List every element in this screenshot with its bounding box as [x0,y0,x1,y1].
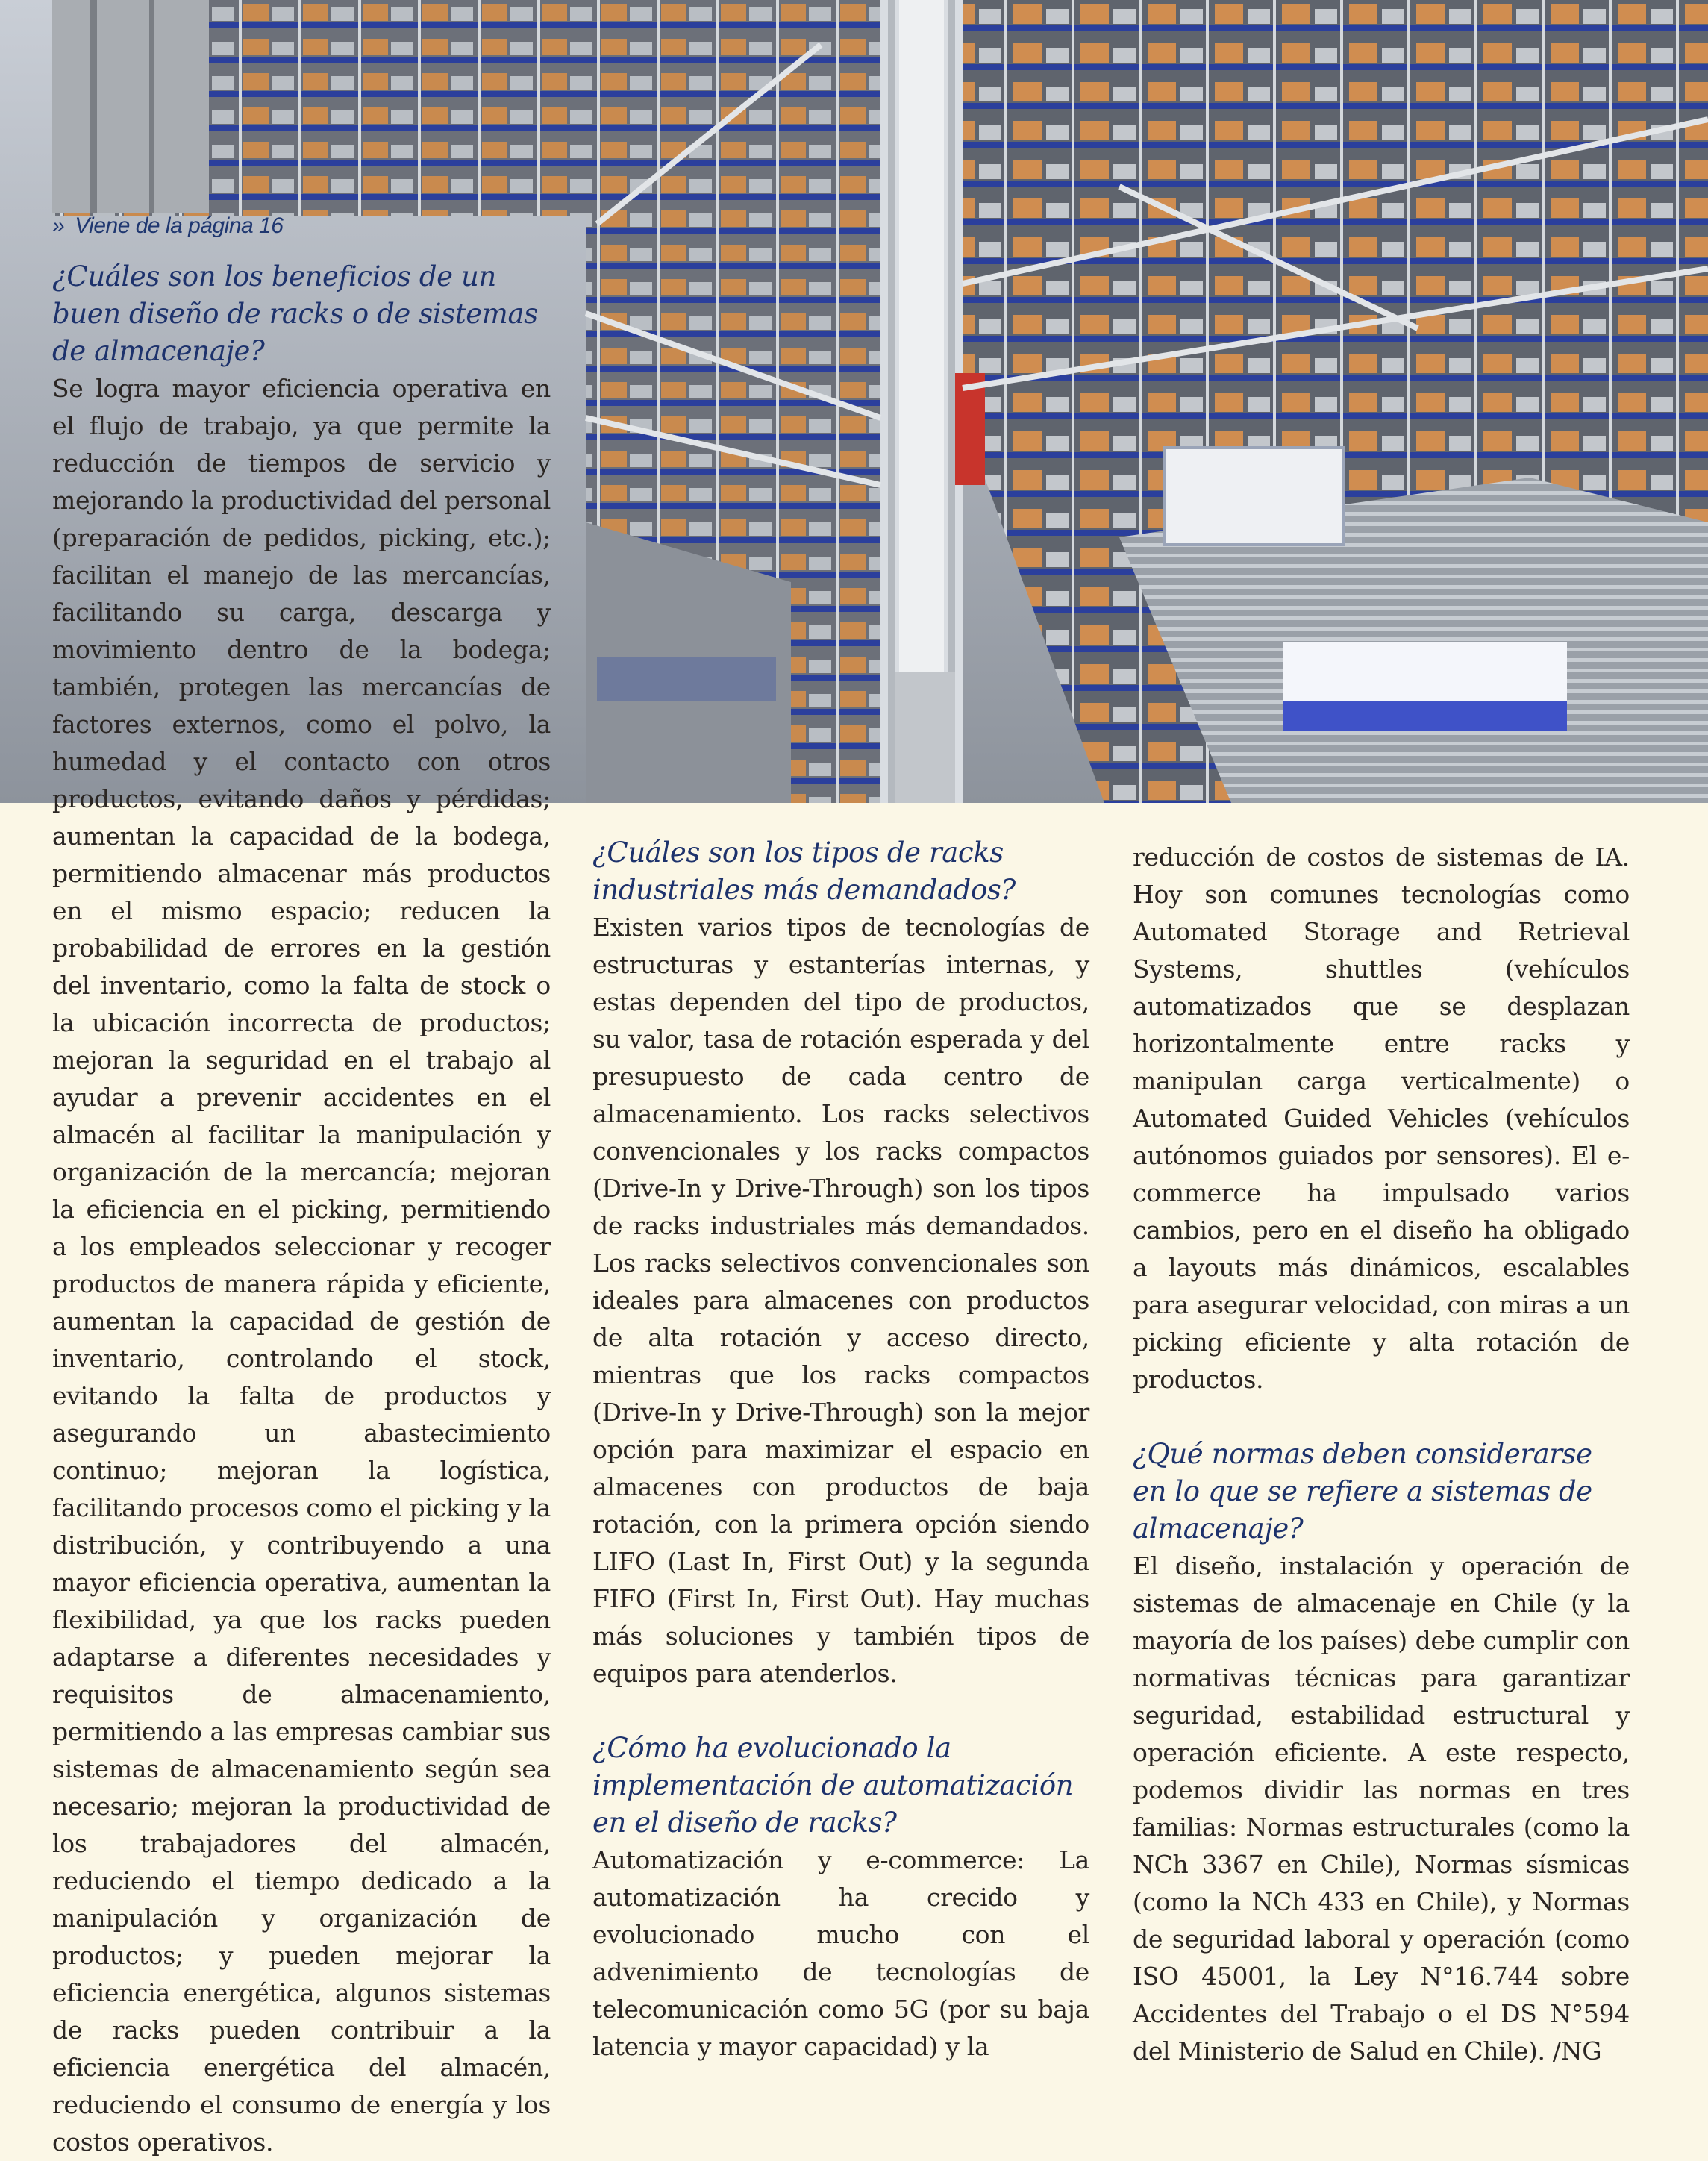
question-heading-rack-types: ¿Cuáles son los tipos de racks industriales más demandados? [592,836,1016,906]
question-heading-standards: ¿Qué normas deben considerarse en lo que se refiere a sistemas de almacenaje? [1133,1438,1592,1545]
answer-text-automation-continued: reducción de costos de sistemas de IA. Hoy son comunes tecnologías como Automated Storage and Retrieval Systems, shuttles (vehículos automatizados que se desplazan horizontalmente entre racks y manipulan carga verticalmente) o Automated Guided Vehicles (vehículos autónomos guiados por sensores). El e-commerce ha impulsado varios cambios, pero en el diseño ha obligado a layouts más dinámicos, escalables para asegurar velocidad, con miras a un picking eficiente y alta rotación de productos. [1133,842,1630,1394]
answer-text-automation: Automatización y e-commerce: La automatización ha crecido y evolucionado mucho con el advenimiento de tecnologías de telecomunicación como 5G (por su baja latencia y mayor capacidad) y la [592,1845,1089,2061]
column-2 [592,834,1089,2065]
continued-from-note: » Viene de la página 16 [52,213,284,238]
answer-text-benefits: Se logra mayor eficiencia operativa en el flujo de trabajo, ya que permite la reducción de tiempos de servicio y mejorando la productividad del personal (preparación de pedidos, picking, etc.); facilitan el manejo de las mercancías, facilitando su carga, descarga y movimiento dentro de la bodega; también, protegen las mercancías de factores externos, como el polvo, la humedad y el contacto con otros productos, evitando daños y pérdidas; aumentan la capacidad de la bodega, permitiendo almacenar más productos en el mismo espacio; reducen la probabilidad de errores en la gestión del inventario, como la falta de stock o la ubicación incorrecta de productos; mejoran la seguridad en el trabajo al ayudar a prevenir accidentes en el almacén al facilitar la manipulación y organización de la mercancía; mejoran la eficiencia en el picking, permitiendo a los empleados seleccionar y recoger productos de manera rápida y eficiente, aumentan la capacidad de gestión de inventario, controlando el stock, evitando la falta de productos y asegurando un abastecimiento continuo; mejoran la logística, facilitando procesos como el picking y la distribución, y contribuyendo a una mayor eficiencia operativa, aumentan la flexibilidad, ya que los racks pueden adaptarse a diferentes necesidades y requisitos de almacenamiento, permitiendo a las empresas cambiar sus sistemas de almacenamiento según sea necesario; mejoran la productividad de los trabajadores del almacén, reduciendo el tiempo dedicado a la manipulación y organización de productos; y pueden mejorar la eficiencia energética, algunos sistemas de racks pueden contribuir a la eficiencia energética del almacén, reduciendo el consumo de energía y los costos operativos. [52,374,551,2157]
double-chevron-right-icon: » [52,213,65,238]
answer-text-standards: El diseño, instalación y operación de sistemas de almacenaje en Chile (y la mayoría de los países) debe cumplir con normativas técnicas para garantizar seguridad, estabilidad estructural y operación eficiente. A este respecto, podemos dividir las normas en tres familias: Normas estructurales (como la NCh 3367 en Chile), Normas sísmicas (como la NCh 433 en Chile), y Normas de seguridad laboral y operación (como ISO 45001, la Ley N°16.744 sobre Accidentes del Trabajo o el DS N°594 del Ministerio de Salud en Chile). /NG [1133,1551,1630,2065]
column-3 [1133,839,1630,2070]
question-heading-benefits: ¿Cuáles son los beneficios de un buen diseño de racks o de sistemas de almacenaje? [52,260,538,367]
answer-text-rack-types: Existen varios tipos de tecnologías de estructuras y estanterías internas, y estas dependen del tipo de productos, su valor, tasa de rotación esperada y del presupuesto de cada centro de almacenamiento. Los racks selectivos convencionales y los racks compactos (Drive-In y Drive-Through) son los tipos de racks industriales más demandados. Los racks selectivos convencionales son ideales para almacenes con productos de alta rotación y acceso directo, mientras que los racks compactos (Drive-In y Drive-Through) son la mejor opción para maximizar el espacio en almacenes con productos de baja rotación, con la primera opción siendo LIFO (Last In, First Out) y la segunda FIFO (First In, First Out). Hay muchas más soluciones y también tipos de equipos para atenderlos. [592,913,1089,1688]
column-1 [52,213,551,2161]
question-heading-automation: ¿Cómo ha evolucionado la implementación de automatización en el diseño de racks? [592,1732,1074,1839]
